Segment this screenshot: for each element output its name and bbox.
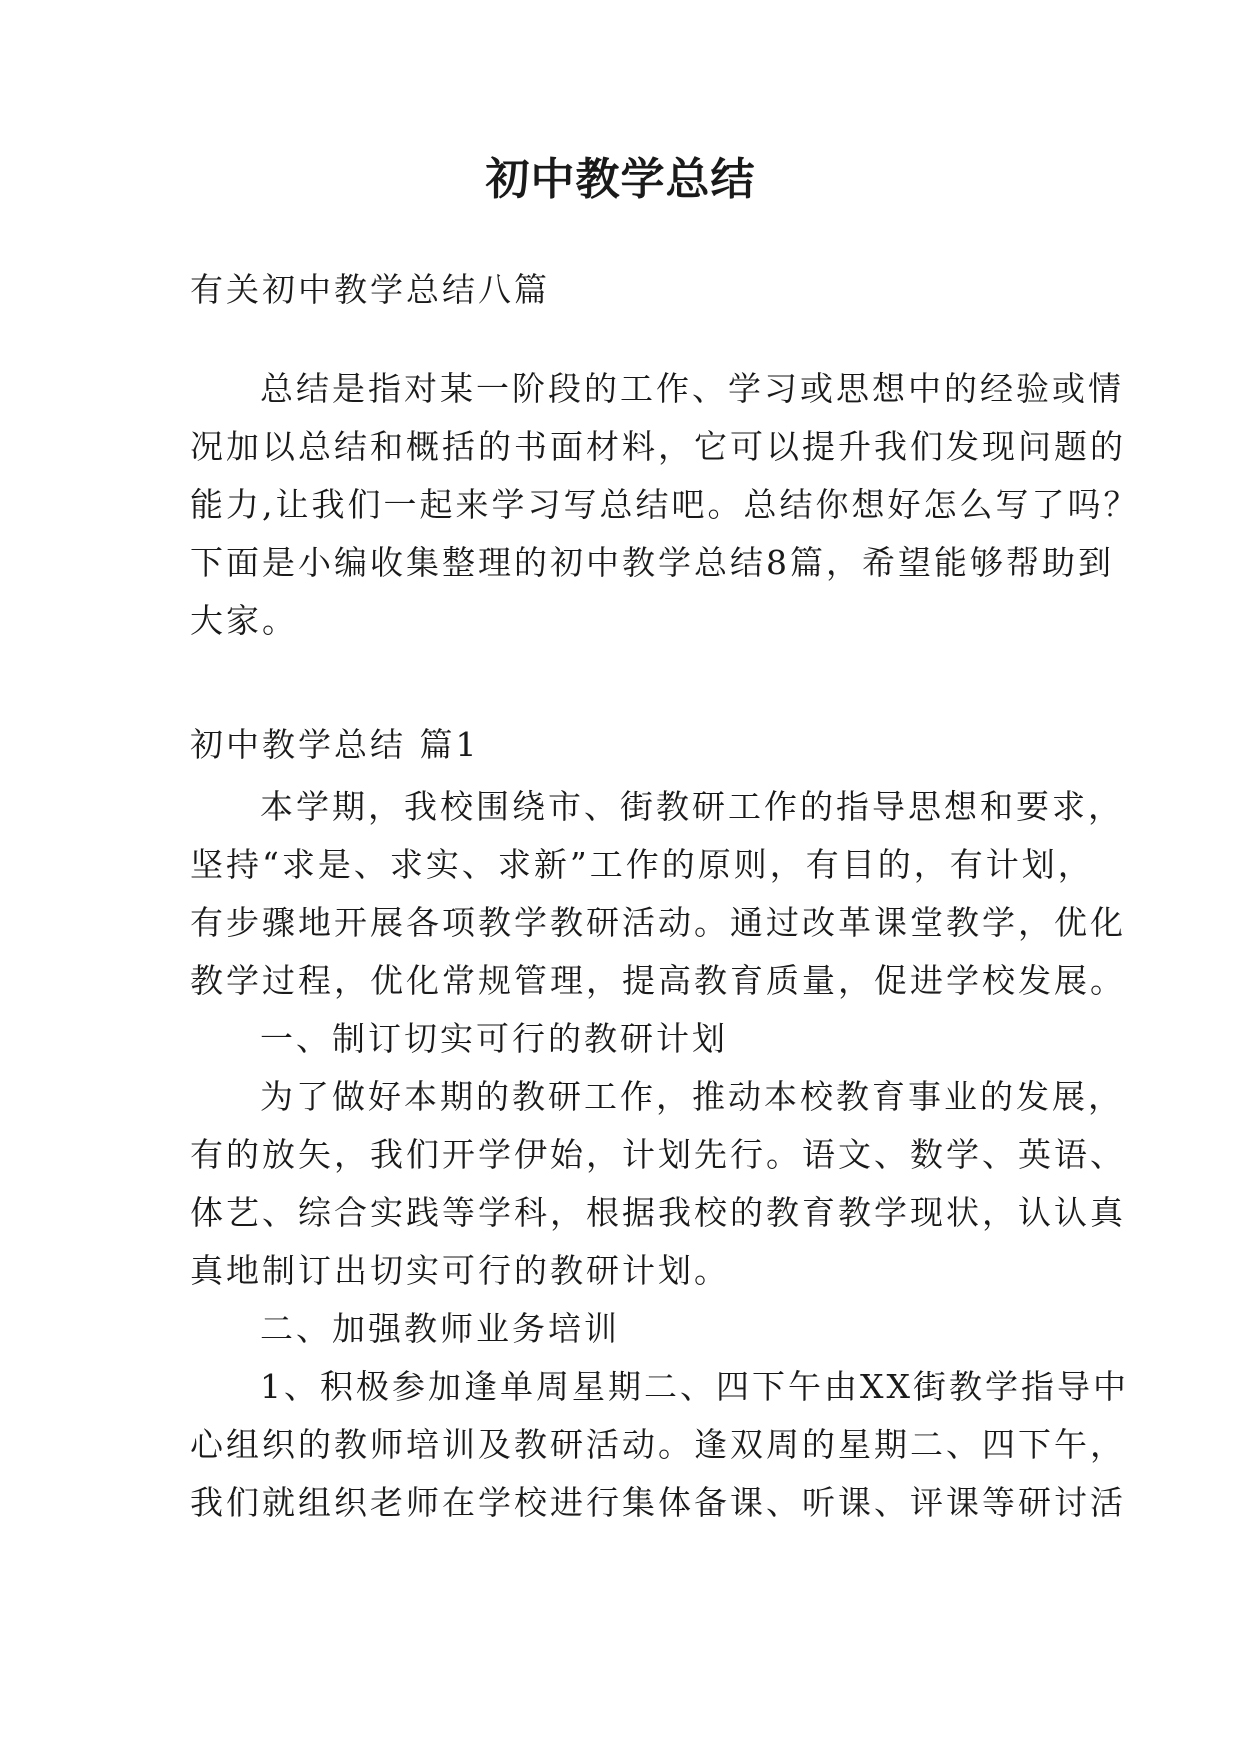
section-heading-1: 一、制订切实可行的教研计划: [260, 1019, 728, 1058]
section-line: 教学过程，优化常规管理，提高教育质量，促进学校发展。: [190, 961, 1126, 1000]
section-line: 真地制订出切实可行的教研计划。: [190, 1251, 730, 1290]
subtitle-line: 有关初中教学总结八篇: [190, 270, 550, 309]
document-title: 初中教学总结: [485, 154, 756, 205]
section-line: 为了做好本期的教研工作，推动本校教育事业的发展，: [260, 1077, 1124, 1116]
section-line: 有的放矢，我们开学伊始，计划先行。语文、数学、英语、: [190, 1135, 1126, 1174]
section-heading: [190, 716, 1070, 774]
intro-line: 下面是小编收集整理的初中教学总结8篇，希望能够帮助到: [190, 543, 1114, 582]
section-line: 坚持“求是、求实、求新”工作的原则，有目的，有计划，: [190, 845, 1094, 884]
intro-line: 况加以总结和概括的书面材料，它可以提升我们发现问题的: [190, 427, 1126, 466]
section-body: [190, 778, 1129, 1532]
section-line: 我们就组织老师在学校进行集体备课、听课、评课等研讨活: [190, 1483, 1126, 1522]
intro-line: 总结是指对某一阶段的工作、学习或思想中的经验或情: [260, 369, 1124, 408]
section-line: 本学期，我校围绕市、街教研工作的指导思想和要求，: [260, 787, 1124, 826]
section-line: 有步骤地开展各项教学教研活动。通过改革课堂教学，优化: [190, 903, 1126, 942]
section-line: 1、积极参加逢单周星期二、四下午由XX街教学指导中: [260, 1367, 1129, 1406]
section-line: 心组织的教师培训及教研活动。逢双周的星期二、四下午，: [190, 1425, 1126, 1464]
section-heading-line: 初中教学总结 篇1: [190, 725, 480, 764]
section-heading-2: 二、加强教师业务培训: [260, 1309, 620, 1348]
intro-paragraph: [190, 360, 1140, 650]
document-subtitle: [190, 261, 1070, 319]
intro-line: 大家。: [190, 601, 298, 640]
section-line: 体艺、综合实践等学科，根据我校的教育教学现状，认认真: [190, 1193, 1126, 1232]
intro-line: 能力,让我们一起来学习写总结吧。总结你想好怎么写了吗？: [190, 485, 1140, 524]
